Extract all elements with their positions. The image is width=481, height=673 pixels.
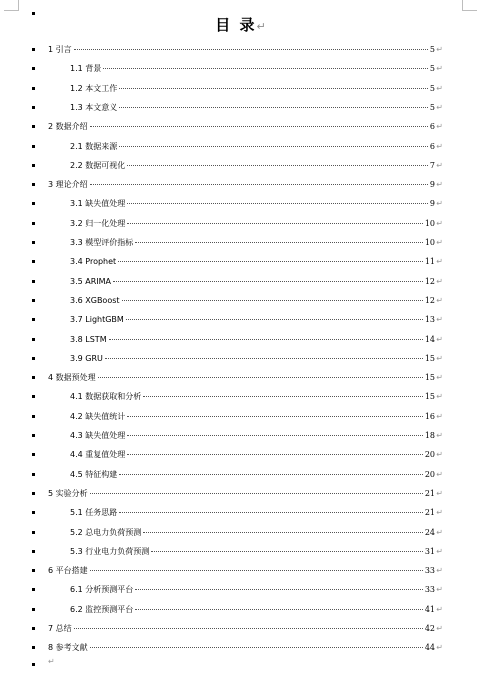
toc-entry-label: 1.3 本文意义 — [70, 102, 118, 112]
toc-entry-label: 3.8 LSTM — [70, 334, 107, 344]
dot-leader — [119, 512, 423, 513]
toc-entry-label: 1.1 背景 — [70, 64, 102, 74]
dot-leader — [90, 570, 423, 571]
toc-entry-label: 6.1 分析预测平台 — [70, 585, 134, 595]
toc-entry-label: 2.2 数据可视化 — [70, 160, 126, 170]
toc-entry-page-number: 9 — [429, 199, 435, 209]
toc-entry[interactable] — [0, 137, 481, 156]
paragraph-bullet — [32, 550, 35, 553]
toc-entry[interactable] — [0, 252, 481, 271]
crop-mark-top-left — [4, 0, 19, 11]
paragraph-mark: ↵ — [436, 527, 443, 537]
toc-entry[interactable] — [0, 484, 481, 503]
toc-entry-link[interactable] — [70, 59, 435, 78]
paragraph-bullet — [32, 511, 35, 514]
toc-entry[interactable] — [0, 523, 481, 542]
toc-entry[interactable] — [0, 600, 481, 619]
toc-entry-link[interactable] — [70, 523, 435, 542]
toc-entry-link[interactable] — [70, 542, 435, 561]
paragraph-mark: ↵ — [436, 431, 443, 440]
paragraph-mark: ↵ — [436, 604, 443, 614]
paragraph-bullet — [32, 202, 35, 205]
toc-entry-page-number: 10 — [424, 238, 435, 247]
toc-entry[interactable] — [0, 503, 481, 522]
paragraph-mark: ↵ — [436, 488, 443, 498]
paragraph-bullet — [32, 48, 35, 51]
toc-entry-link[interactable] — [70, 291, 435, 310]
paragraph-mark: ↵ — [436, 64, 443, 74]
paragraph-bullet — [32, 627, 35, 630]
toc-entry-label: 3.6 XGBoost — [70, 295, 120, 305]
paragraph-bullet — [32, 453, 35, 456]
toc-entry[interactable] — [0, 368, 481, 387]
toc-entry[interactable] — [0, 465, 481, 484]
paragraph-bullet — [32, 260, 35, 263]
dot-leader — [113, 281, 423, 282]
toc-entry-link[interactable] — [70, 194, 435, 213]
paragraph-bullet — [32, 395, 35, 398]
dot-leader — [109, 339, 423, 340]
toc-entry-label: 4.3 缺失值处理 — [70, 431, 126, 440]
toc-entry-label: 3.7 LightGBM — [70, 315, 124, 325]
toc-entry-link[interactable] — [48, 368, 435, 387]
dot-leader — [119, 146, 428, 147]
paragraph-bullet — [32, 531, 35, 534]
paragraph-mark: ↵ — [436, 392, 443, 402]
toc-entry-link[interactable] — [70, 600, 435, 619]
toc-entry[interactable] — [0, 233, 481, 252]
paragraph-mark: ↵ — [436, 141, 443, 151]
paragraph-mark: ↵ — [436, 45, 443, 54]
paragraph-mark: ↵ — [436, 546, 443, 556]
paragraph-mark: ↵ — [436, 218, 443, 228]
paragraph-bullet — [32, 608, 35, 611]
dot-leader — [105, 358, 423, 359]
toc-entry-page-number: 10 — [424, 218, 435, 228]
paragraph-mark: ↵ — [436, 238, 443, 247]
dot-leader — [90, 647, 423, 648]
toc-entry-page-number: 9 — [429, 180, 435, 190]
dot-leader — [135, 609, 423, 610]
paragraph-bullet — [32, 164, 35, 167]
toc-entry-label: 3 理论介绍 — [48, 180, 88, 190]
toc-entry-link[interactable] — [70, 445, 435, 464]
paragraph-mark: ↵ — [436, 199, 443, 209]
toc-entry-link[interactable] — [48, 561, 435, 580]
toc-entry-page-number: 15 — [424, 353, 435, 363]
dot-leader — [122, 300, 423, 301]
toc-entry-page-number: 13 — [424, 315, 435, 325]
toc-entry-label: 4.2 缺失值统计 — [70, 411, 126, 421]
toc-entry-page-number: 7 — [429, 160, 435, 170]
toc-entry-label: 5.3 行业电力负荷预测 — [70, 546, 150, 556]
dot-leader — [151, 551, 423, 552]
toc-entry-link[interactable] — [70, 349, 435, 368]
paragraph-bullet — [32, 473, 35, 476]
paragraph-bullet — [32, 183, 35, 186]
dot-leader — [118, 261, 423, 262]
toc-title-text: 目 录 — [215, 16, 257, 34]
toc-entry[interactable] — [0, 291, 481, 310]
paragraph-bullet — [32, 415, 35, 418]
dot-leader — [119, 88, 428, 89]
toc-entry-label: 4.4 重复值处理 — [70, 450, 126, 460]
dot-leader — [127, 203, 428, 204]
toc-entry-link[interactable] — [70, 503, 435, 522]
toc-entry-link[interactable] — [70, 465, 435, 484]
toc-entry-link[interactable] — [70, 79, 435, 98]
paragraph-mark: ↵ — [436, 180, 443, 190]
toc-entry-label: 3.3 模型评价指标 — [70, 238, 134, 247]
dot-leader — [126, 319, 423, 320]
toc-entry[interactable] — [0, 619, 481, 638]
empty-paragraph[interactable] — [0, 657, 481, 673]
toc-entry[interactable] — [0, 387, 481, 406]
paragraph-bullet — [32, 145, 35, 148]
paragraph-mark: ↵ — [436, 334, 443, 344]
toc-entry-link[interactable] — [70, 580, 435, 599]
toc-entry-label: 5 实验分析 — [48, 488, 88, 498]
paragraph-bullet — [32, 222, 35, 225]
toc-entry-page-number: 12 — [424, 276, 435, 286]
toc-entry[interactable] — [0, 272, 481, 291]
paragraph-mark: ↵ — [436, 122, 443, 132]
paragraph-mark: ↵ — [436, 373, 443, 383]
paragraph-bullet — [32, 663, 35, 666]
paragraph-bullet — [32, 357, 35, 360]
paragraph-mark: ↵ — [436, 566, 443, 576]
paragraph-mark: ↵ — [436, 353, 443, 363]
paragraph-mark: ↵ — [436, 276, 443, 286]
toc-entry-label: 4.5 特征构建 — [70, 469, 118, 479]
paragraph-bullet — [32, 87, 35, 90]
toc-entry[interactable] — [0, 59, 481, 78]
toc-entry[interactable] — [0, 638, 481, 657]
toc-entry-link[interactable] — [70, 387, 435, 406]
toc-entry-label: 6.2 监控预测平台 — [70, 604, 134, 614]
dot-leader — [127, 454, 423, 455]
toc-entry-label: 4.1 数据获取和分析 — [70, 392, 142, 402]
toc-entry-label: 8 参考文献 — [48, 643, 88, 653]
toc-entry[interactable] — [0, 349, 481, 368]
toc-entry-label: 3.1 缺失值处理 — [70, 199, 126, 209]
toc-entry-link[interactable] — [48, 40, 435, 59]
toc-entry[interactable] — [0, 117, 481, 136]
paragraph-mark: ↵ — [436, 508, 443, 518]
toc-entry-label: 5.2 总电力负荷预测 — [70, 527, 142, 537]
dot-leader — [74, 49, 428, 50]
toc-entry-link[interactable] — [70, 310, 435, 329]
toc-entry-link[interactable] — [70, 233, 435, 252]
toc-entry-page-number: 21 — [424, 488, 435, 498]
paragraph-bullet — [32, 569, 35, 572]
toc-entry-label: 3.2 归一化处理 — [70, 218, 126, 228]
toc-entry[interactable] — [0, 330, 481, 349]
dot-leader — [119, 107, 428, 108]
toc-entry-page-number: 20 — [424, 450, 435, 460]
dot-leader — [143, 396, 423, 397]
toc-entry-link[interactable] — [48, 638, 435, 657]
toc-entry-page-number: 24 — [424, 527, 435, 537]
toc-entry-label: 1 引言 — [48, 45, 72, 54]
paragraph-mark: ↵ — [436, 102, 443, 112]
toc-entry-page-number: 21 — [424, 508, 435, 518]
paragraph-mark: ↵ — [436, 295, 443, 305]
toc-entry-link[interactable] — [70, 98, 435, 117]
toc-entry-page-number: 42 — [424, 624, 435, 633]
toc-entry[interactable] — [0, 194, 481, 213]
toc-entry-link[interactable] — [48, 175, 435, 194]
toc-entry-page-number: 14 — [424, 334, 435, 344]
toc-entry-page-number: 33 — [424, 585, 435, 595]
toc-entry-page-number: 6 — [429, 141, 435, 151]
paragraph-mark: ↵ — [436, 83, 443, 93]
toc-entry-page-number: 5 — [429, 83, 435, 93]
paragraph-mark: ↵ — [436, 257, 443, 267]
paragraph-mark: ↵ — [48, 657, 55, 666]
toc-entry[interactable] — [0, 175, 481, 194]
toc-entry[interactable] — [0, 79, 481, 98]
toc-entry-page-number: 11 — [424, 257, 435, 267]
toc-entry[interactable] — [0, 214, 481, 233]
paragraph-bullet — [32, 241, 35, 244]
toc-entry-link[interactable] — [70, 252, 435, 271]
dot-leader — [103, 68, 428, 69]
crop-mark-top-right — [462, 0, 477, 11]
paragraph-bullet — [32, 299, 35, 302]
toc-entry-page-number: 12 — [424, 295, 435, 305]
toc-entry-link[interactable] — [48, 117, 435, 136]
toc-entry-label: 2 数据介绍 — [48, 122, 88, 132]
toc-entry-label: 5.1 任务思路 — [70, 508, 118, 518]
paragraph-mark: ↵ — [256, 20, 266, 33]
paragraph-mark: ↵ — [436, 585, 443, 595]
paragraph-bullet — [32, 646, 35, 649]
toc-entry-page-number: 44 — [424, 643, 435, 653]
toc-entry-label: 2.1 数据来源 — [70, 141, 118, 151]
toc-entry-page-number: 20 — [424, 469, 435, 479]
toc-entry-link[interactable] — [70, 272, 435, 291]
toc-title[interactable] — [0, 14, 481, 38]
toc-entry-page-number: 5 — [429, 64, 435, 74]
toc-entry[interactable] — [0, 310, 481, 329]
dot-leader — [127, 165, 428, 166]
dot-leader — [90, 184, 428, 185]
dot-leader — [127, 223, 423, 224]
paragraph-mark: ↵ — [436, 160, 443, 170]
toc-entry-label: 4 数据预处理 — [48, 373, 96, 383]
toc-entry-page-number: 15 — [424, 392, 435, 402]
paragraph-bullet — [32, 434, 35, 437]
toc-entry-label: 7 总结 — [48, 624, 72, 633]
toc-entry-link[interactable] — [70, 426, 435, 445]
toc-entry-page-number: 33 — [424, 566, 435, 576]
paragraph-bullet — [32, 588, 35, 591]
toc-entry[interactable] — [0, 426, 481, 445]
toc-entry[interactable] — [0, 580, 481, 599]
toc-entry-label: 6 平台搭建 — [48, 566, 88, 576]
toc-entry[interactable] — [0, 40, 481, 59]
paragraph-mark: ↵ — [436, 411, 443, 421]
toc-entry-link[interactable] — [70, 407, 435, 426]
dot-leader — [135, 589, 423, 590]
toc-entry-page-number: 5 — [429, 45, 435, 54]
toc-entry-page-number: 16 — [424, 411, 435, 421]
dot-leader — [127, 416, 423, 417]
toc-entry-link[interactable] — [70, 137, 435, 156]
toc-entry[interactable] — [0, 445, 481, 464]
toc-entry-page-number: 41 — [424, 604, 435, 614]
toc-entry-label: 1.2 本文工作 — [70, 83, 118, 93]
toc-entry-page-number: 18 — [424, 431, 435, 440]
toc-entry[interactable] — [0, 542, 481, 561]
paragraph-mark: ↵ — [436, 469, 443, 479]
dot-leader — [127, 435, 423, 436]
toc-entry[interactable] — [0, 407, 481, 426]
toc-entry-link[interactable] — [48, 484, 435, 503]
dot-leader — [135, 242, 423, 243]
toc-entry-label: 3.5 ARIMA — [70, 276, 112, 286]
dot-leader — [98, 377, 423, 378]
dot-leader — [90, 493, 423, 494]
toc-entry-link[interactable] — [70, 214, 435, 233]
toc-entry-link[interactable] — [70, 330, 435, 349]
toc-entry-page-number: 6 — [429, 122, 435, 132]
dot-leader — [74, 628, 423, 629]
toc-entry-label: 3.9 GRU — [70, 353, 103, 363]
paragraph-bullet — [32, 318, 35, 321]
paragraph-bullet — [32, 280, 35, 283]
toc-entry-page-number: 15 — [424, 373, 435, 383]
paragraph-mark: ↵ — [436, 450, 443, 460]
toc-entry[interactable] — [0, 561, 481, 580]
toc-entry-page-number: 5 — [429, 102, 435, 112]
paragraph-bullet — [32, 67, 35, 70]
toc-entry[interactable] — [0, 156, 481, 175]
dot-leader — [143, 532, 423, 533]
toc-entry-link[interactable] — [70, 156, 435, 175]
dot-leader — [119, 474, 423, 475]
paragraph-bullet — [32, 492, 35, 495]
paragraph-mark: ↵ — [436, 315, 443, 325]
paragraph-mark: ↵ — [436, 643, 443, 653]
toc-entry-page-number: 31 — [424, 546, 435, 556]
paragraph-bullet — [32, 106, 35, 109]
toc-entry-link[interactable] — [48, 619, 435, 638]
paragraph-bullet — [32, 338, 35, 341]
paragraph-bullet — [32, 376, 35, 379]
paragraph-bullet — [32, 125, 35, 128]
paragraph-mark: ↵ — [436, 624, 443, 633]
toc-entry[interactable] — [0, 98, 481, 117]
toc-entry-label: 3.4 Prophet — [70, 257, 117, 267]
dot-leader — [90, 126, 428, 127]
